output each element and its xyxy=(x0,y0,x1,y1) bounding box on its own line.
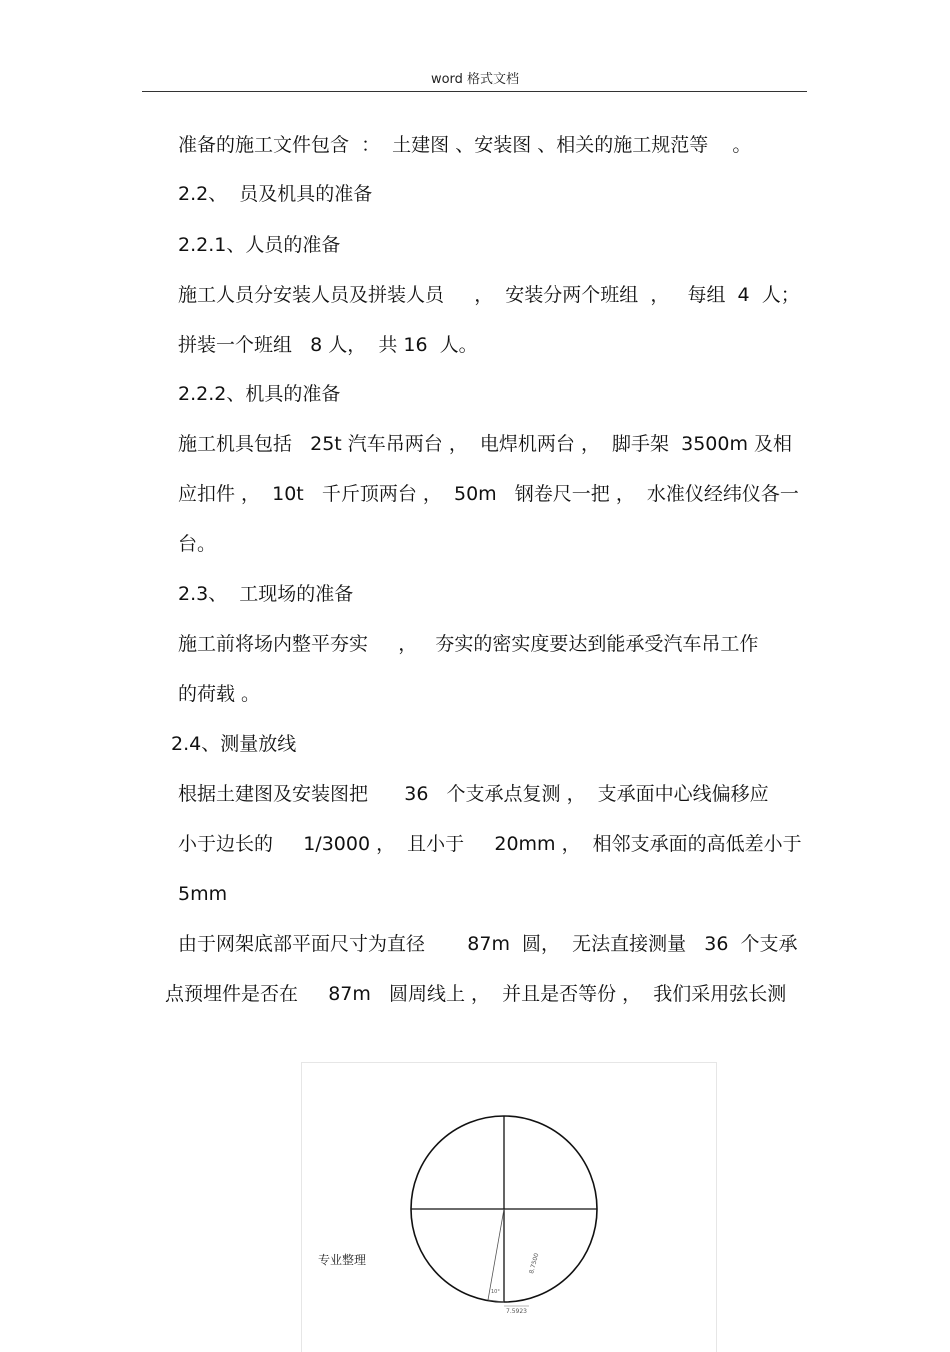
body-line: 点预埋件是否在 87m 圆周线上 ， 并且是否等份 ， 我们采用弦长测 xyxy=(165,983,787,1005)
body-line: 台。 xyxy=(178,533,217,555)
body-line: 5mm xyxy=(178,883,228,905)
body-line: 拼装一个班组 8 人， 共 16 人。 xyxy=(178,334,478,356)
body-line: 施工人员分安装人员及拼装人员 ， 安装分两个班组 ， 每组 4 人； xyxy=(178,284,800,306)
page-header: word 格式文档 xyxy=(430,72,520,87)
section-heading: 2.3、 工现场的准备 xyxy=(178,583,354,605)
circle-diagram xyxy=(301,1062,717,1345)
body-line: 应扣件 ， 10t 千斤顶两台 ， 50m 钢卷尺一把 ， 水准仪经纬仪各一 xyxy=(178,483,799,505)
section-heading: 2.2.2、机具的准备 xyxy=(178,383,341,405)
body-line: 根据土建图及安装图把 36 个支承点复测 ， 支承面中心线偏移应 xyxy=(178,783,769,805)
body-line: 准备的施工文件包含 ： 土建图 、安装图 、相关的施工规范等 。 xyxy=(178,134,752,156)
section-heading: 2.2、 员及机具的准备 xyxy=(178,183,373,205)
body-line: 施工前将场内整平夯实 ， 夯实的密实度要达到能承受汽车吊工作 xyxy=(178,633,759,655)
body-line: 由于网架底部平面尺寸为直径 87m 圆， 无法直接测量 36 个支承 xyxy=(178,933,798,955)
angle-label: 10° xyxy=(491,1289,500,1295)
header-divider xyxy=(142,91,807,92)
chord-radius-line xyxy=(488,1209,504,1300)
body-line: 的荷载 。 xyxy=(178,683,261,705)
section-heading: 2.4、测量放线 xyxy=(171,733,297,755)
body-line: 施工机具包括 25t 汽车吊两台 ， 电焊机两台 ， 脚手架 3500m 及相 xyxy=(178,433,793,455)
body-line: 小于边长的 1/3000 ， 且小于 20mm ， 相邻支承面的高低差小于 xyxy=(178,833,802,855)
radius-label: 8.7500 xyxy=(528,1252,541,1275)
figure-caption: 专业整理 xyxy=(318,1253,367,1267)
chord-length-label: 7.5923 xyxy=(506,1308,527,1315)
section-heading: 2.2.1、人员的准备 xyxy=(178,234,341,256)
